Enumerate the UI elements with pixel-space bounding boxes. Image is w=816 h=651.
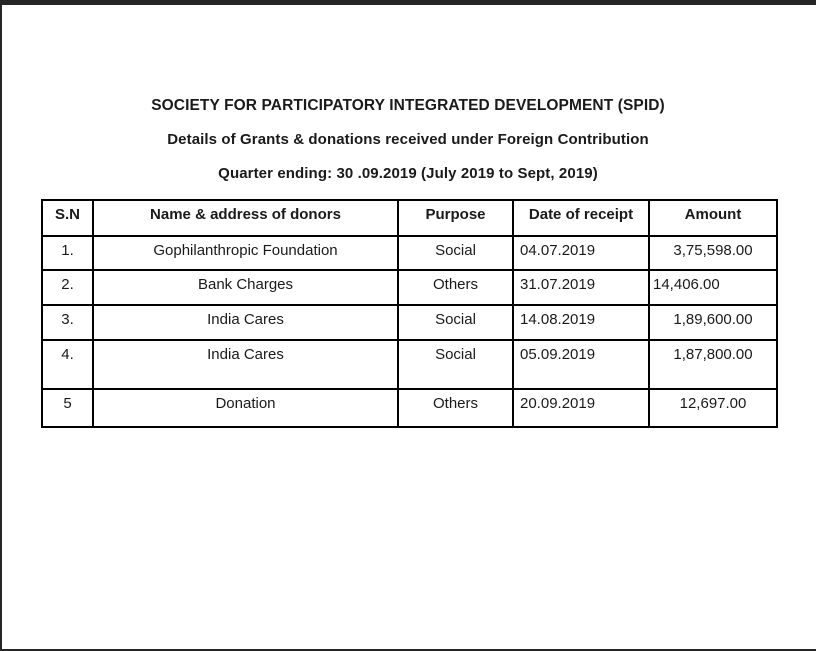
purpose-cell: Social: [398, 236, 513, 270]
amount-cell: 14,406.00: [649, 270, 777, 305]
amount-cell: 12,697.00: [649, 389, 777, 427]
table-row: [42, 340, 777, 389]
column-header-purpose: Purpose: [398, 200, 513, 236]
quarter-ending-line: Quarter ending: 30 .09.2019 (July 2019 to Sept, 2019): [218, 165, 598, 182]
table-row: [42, 305, 777, 340]
table-row: [42, 236, 777, 270]
donor-name-cell: India Cares: [93, 340, 398, 389]
purpose-cell: Others: [398, 389, 513, 427]
page-subtitle: Details of Grants & donations received under Foreign Contribution: [167, 131, 649, 148]
sn-cell: 2.: [42, 270, 93, 305]
purpose-cell: Social: [398, 340, 513, 389]
column-header-donor-name: Name & address of donors: [93, 200, 398, 236]
donor-name-cell: India Cares: [93, 305, 398, 340]
purpose-cell: Others: [398, 270, 513, 305]
donor-name-cell: Gophilanthropic Foundation: [93, 236, 398, 270]
amount-cell: 1,89,600.00: [649, 305, 777, 340]
amount-cell: 3,75,598.00: [649, 236, 777, 270]
date-cell: 05.09.2019: [513, 340, 649, 389]
date-cell: 14.08.2019: [513, 305, 649, 340]
donor-name-cell: Bank Charges: [93, 270, 398, 305]
date-cell: 20.09.2019: [513, 389, 649, 427]
sn-cell: 5: [42, 389, 93, 427]
column-header-sn: S.N: [42, 200, 93, 236]
table-row: [42, 270, 777, 305]
table-header-row: [42, 200, 777, 236]
column-header-date: Date of receipt: [513, 200, 649, 236]
sn-cell: 4.: [42, 340, 93, 389]
sn-cell: 3.: [42, 305, 93, 340]
donor-name-cell: Donation: [93, 389, 398, 427]
grants-donations-table: [41, 199, 778, 428]
column-header-amount: Amount: [649, 200, 777, 236]
frame-top-edge: [0, 0, 816, 5]
page-title: SOCIETY FOR PARTICIPATORY INTEGRATED DEVELOPMENT (SPID): [151, 97, 665, 114]
purpose-cell: Social: [398, 305, 513, 340]
table-row: [42, 389, 777, 427]
date-cell: 04.07.2019: [513, 236, 649, 270]
date-cell: 31.07.2019: [513, 270, 649, 305]
amount-cell: 1,87,800.00: [649, 340, 777, 389]
sn-cell: 1.: [42, 236, 93, 270]
